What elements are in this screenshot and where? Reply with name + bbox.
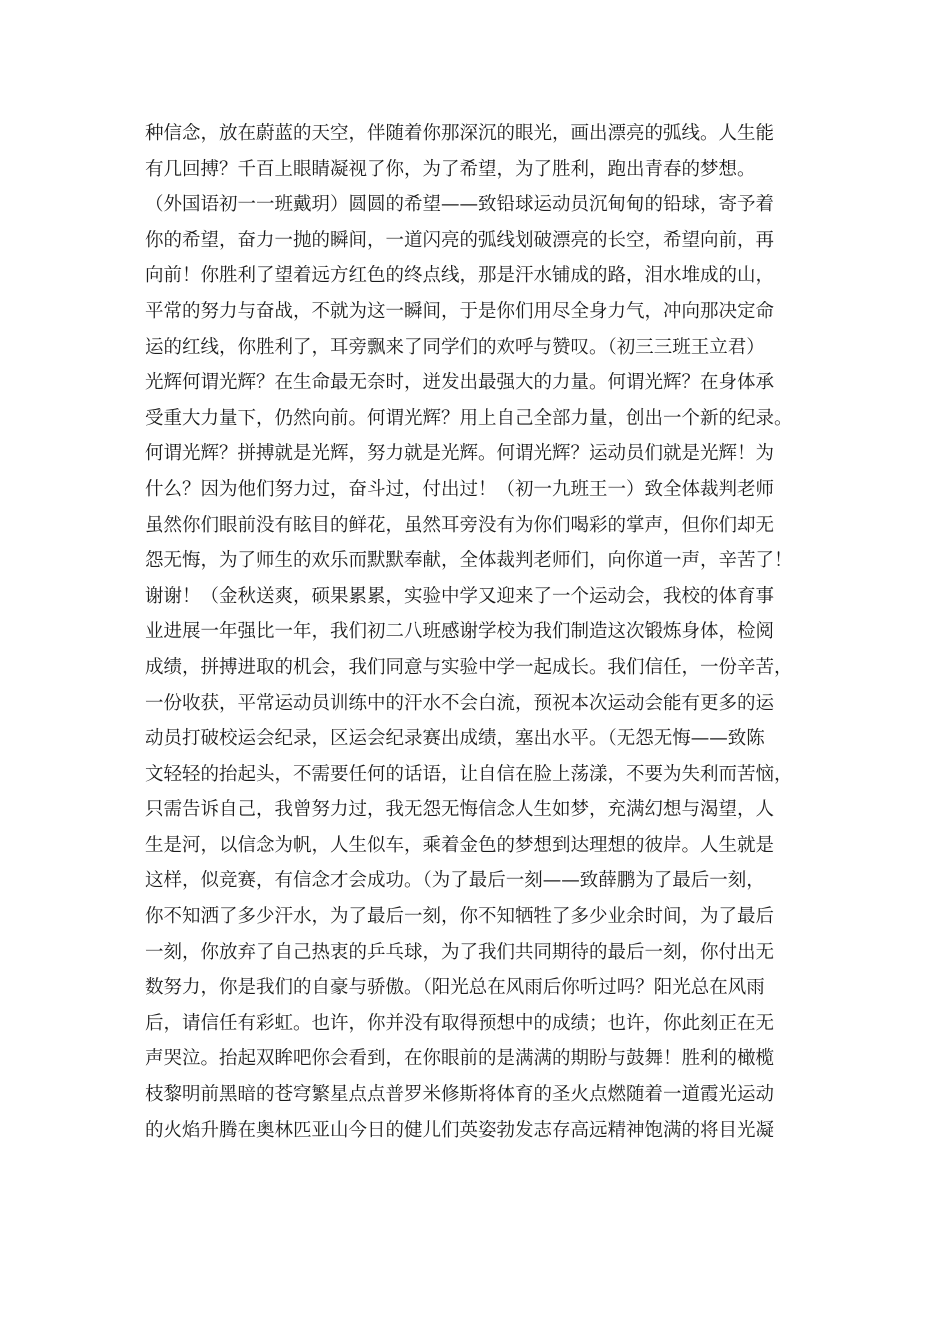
text-line: 后，请信任有彩虹。也许，你并没有取得预想中的成绩；也许，你此刻正在无: [145, 1012, 775, 1034]
text-line: 动员打破校运会纪录，区运会纪录赛出成绩，塞出水平。（无怨无悔——致陈: [145, 728, 765, 750]
text-line: 的火焰升腾在奥林匹亚山今日的健儿们英姿勃发志存高远精神饱满的将目光凝: [145, 1119, 775, 1141]
text-line: 怨无悔，为了师生的欢乐而默默奉献，全体裁判老师们，向你道一声，辛苦了！: [145, 550, 793, 572]
text-line: 你不知洒了多少汗水，为了最后一刻，你不知牺牲了多少业余时间，为了最后: [145, 906, 775, 928]
text-line: 一刻，你放弃了自己热衷的乒乓球，为了我们共同期待的最后一刻，你付出无: [145, 941, 775, 963]
text-line: 你的希望，奋力一抛的瞬间，一道闪亮的弧线划破漂亮的长空，希望向前，再: [145, 229, 775, 251]
text-line: 向前！你胜利了望着远方红色的终点线，那是汗水铺成的路，泪水堆成的山，: [145, 265, 775, 287]
text-line: 何谓光辉？拼搏就是光辉，努力就是光辉。何谓光辉？运动员们就是光辉！为: [145, 443, 775, 465]
body-text: [145, 116, 815, 1148]
text-line: 枝黎明前黑暗的苍穹繁星点点普罗米修斯将体育的圣火点燃随着一道霞光运动: [145, 1084, 775, 1106]
text-line: 运的红线，你胜利了，耳旁飘来了同学们的欢呼与赞叹。（初三三班王立君）: [145, 336, 765, 358]
text-line: 一份收获，平常运动员训练中的汗水不会白流，预祝本次运动会能有更多的运: [145, 692, 775, 714]
text-line: 种信念，放在蔚蓝的天空，伴随着你那深沉的眼光，画出漂亮的弧线。人生能: [145, 123, 775, 144]
text-line: 成绩，拼搏进取的机会，我们同意与实验中学一起成长。我们信任，一份辛苦，: [145, 656, 793, 678]
text-line: 文轻轻的抬起头，不需要任何的话语，让自信在脸上荡漾，不要为失利而苦恼，: [145, 763, 793, 785]
text-line: 光辉何谓光辉？在生命最无奈时，迸发出最强大的力量。何谓光辉？在身体承: [145, 372, 775, 394]
text-line: 谢谢！（金秋送爽，硕果累累，实验中学又迎来了一个运动会，我校的体育事: [145, 585, 775, 607]
text-line: 受重大力量下，仍然向前。何谓光辉？用上自己全部力量，创出一个新的纪录。: [145, 407, 793, 429]
text-line: 有几回搏？千百上眼睛凝视了你，为了希望，为了胜利，跑出青春的梦想。: [145, 158, 756, 180]
text-line: 业进展一年强比一年，我们初二八班感谢学校为我们制造这次锻炼身体，检阅: [145, 621, 775, 643]
text-line: 生是河，以信念为帆，人生似车，乘着金色的梦想到达理想的彼岸。人生就是: [145, 834, 775, 856]
text-line: （外国语初一一班戴玥）圆圆的希望——致铅球运动员沉甸甸的铅球，寄予着: [145, 194, 775, 216]
text-line: 这样，似竞赛，有信念才会成功。（为了最后一刻——致薛鹏为了最后一刻，: [145, 870, 765, 892]
text-line: 只需告诉自己，我曾努力过，我无怨无悔信念人生如梦，充满幻想与渴望，人: [145, 799, 775, 821]
text-line: 平常的努力与奋战，不就为这一瞬间，于是你们用尽全身力气，冲向那决定命: [145, 300, 775, 322]
text-line: 什么？因为他们努力过，奋斗过，付出过！（初一九班王一）致全体裁判老师: [145, 478, 775, 500]
text-line: 数努力，你是我们的自豪与骄傲。（阳光总在风雨后你听过吗？阳光总在风雨: [145, 977, 765, 999]
text-line: 虽然你们眼前没有眩目的鲜花，虽然耳旁没有为你们喝彩的掌声，但你们却无: [145, 514, 775, 536]
text-line: 声哭泣。抬起双眸吧你会看到，在你眼前的是满满的期盼与鼓舞！胜利的橄榄: [145, 1048, 775, 1070]
